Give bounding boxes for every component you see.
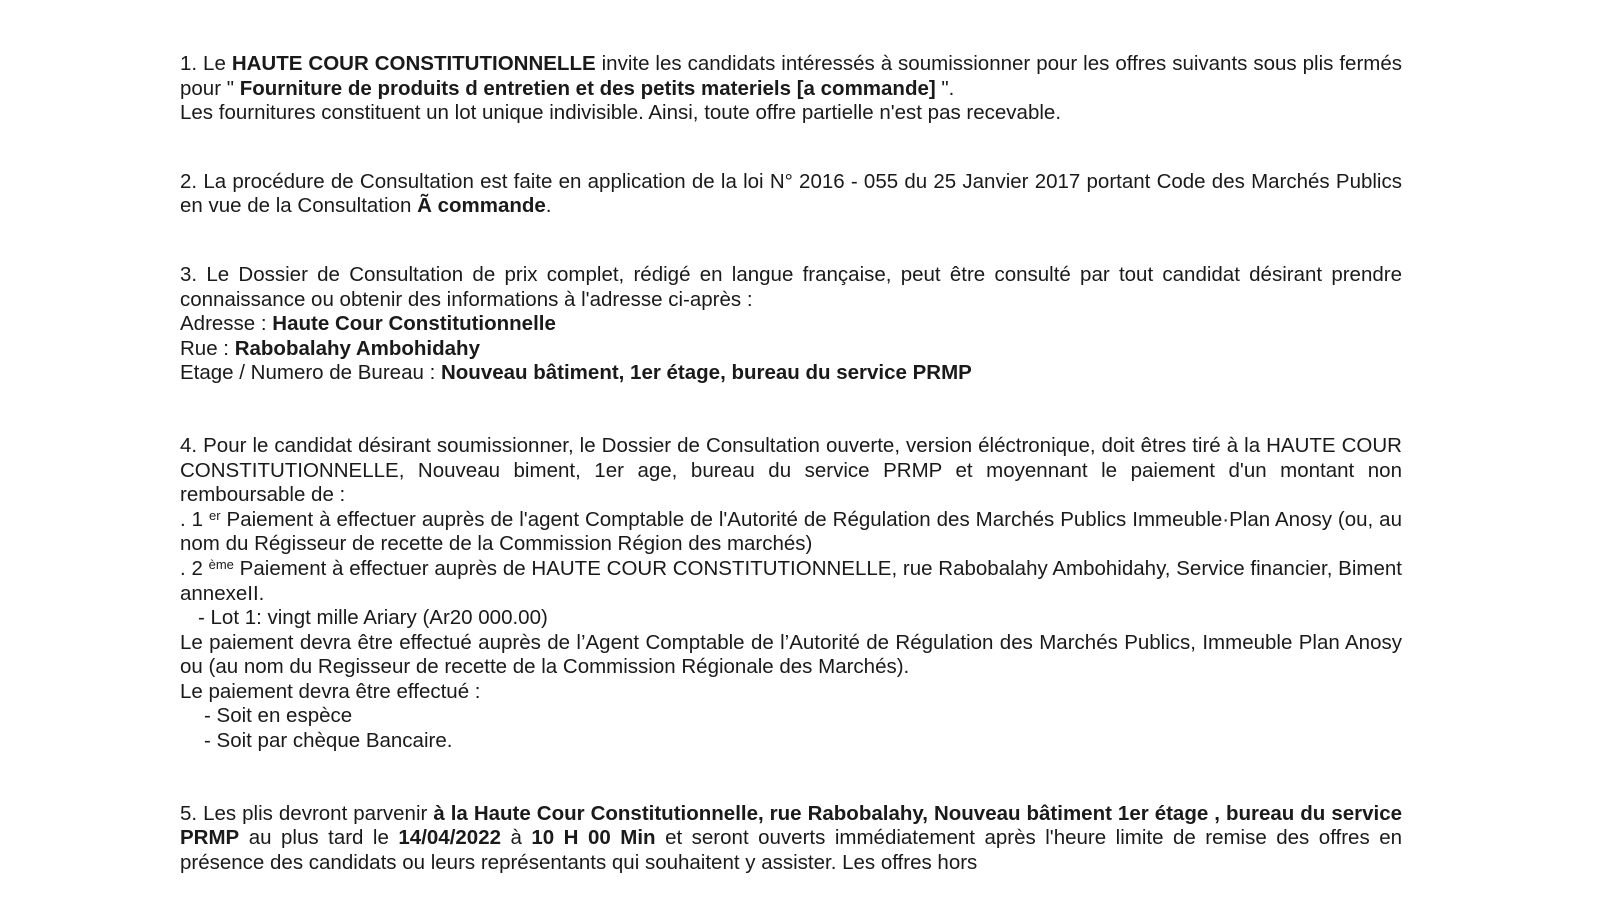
payment-2-ordinal: ème	[208, 556, 234, 572]
p1-text-a: 1. Le	[180, 52, 232, 75]
p1-text-c: ".	[935, 76, 955, 100]
payment-1-prefix: . 1	[180, 507, 210, 531]
address-line	[180, 312, 1402, 337]
consultation-mode: Ã commande	[417, 194, 546, 218]
payment-2-prefix: . 2	[180, 556, 209, 580]
office-label: Etage / Numero de Bureau :	[180, 361, 441, 385]
p2-text-b: .	[545, 194, 552, 218]
lot-price: - Lot 1: vingt mille Ariary (Ar20 000.00)	[198, 606, 548, 630]
submission-location: à la Haute Cour Constitutionnelle, rue Rabobalahy, Nouveau bâtiment 1er étage , bureau du service PRMP	[180, 801, 1402, 850]
street-value: Rabobalahy Ambohidahy	[234, 336, 480, 360]
payment-where: Le paiement devra être effectué auprès de l’Agent Comptable de l’Autorité de Régulation des Marchés Publics, Immeuble Plan Anosy ou (au nom du Regisseur de recette de la Commission Régionale des Marchés).	[180, 630, 1402, 679]
deadline-time: 10 H 00 Min	[531, 826, 656, 850]
payment-2-text: Paiement à effectuer auprès de HAUTE COUR CONSTITUTIONNELLE, rue Rabobalahy Ambohidahy, Service financier, Biment annexeII.	[180, 556, 1402, 605]
office-value: Nouveau bâtiment, 1er étage, bureau du service PRMP	[440, 361, 972, 385]
tender-object: Fourniture de produits d entretien et des petits materiels [a commande]	[239, 76, 936, 100]
p5-text-d: et seront ouverts immédiatement après l'heure limite de remise des offres en présence des candidats ou leurs représentants qui souhaitent y assister. Les offres hors	[180, 826, 1402, 874]
lot-note: Les fournitures constituent un lot unique indivisible. Ainsi, toute offre partielle n'est pas recevable.	[180, 101, 1062, 125]
p2-text-a: 2. La procédure de Consultation est faite en application de la loi N° 2016 - 055 du 25 Janvier 2017 portant Code des Marchés Publics en vue de la Consultation	[180, 169, 1402, 218]
p4-intro: 4. Pour le candidat désirant soumissionner, le Dossier de Consultation ouverte, version éléctronique, doit êtres tiré à la HAUTE COUR CONSTITUTIONNELLE, Nouveau biment, 1er age, bureau du service PRMP et moyennant le paiement d'un montant non remboursable de :	[180, 433, 1402, 507]
p3-intro: 3. Le Dossier de Consultation de prix complet, rédigé en langue française, peut être consulté par tout candidat désirant prendre connaissance ou obtenir des informations à l'adresse ci-après :	[180, 262, 1402, 311]
p5-text-a: 5. Les plis devront parvenir	[180, 801, 434, 825]
payment-1-text: Paiement à effectuer auprès de l'agent Comptable de l'Autorité de Régulation des Marchés Publics Immeuble·Plan Anosy (ou, au nom du Régisseur de recette de la Commission Région des marchés)	[180, 507, 1402, 556]
document-body	[180, 52, 1402, 875]
deadline-date: 14/04/2022	[398, 826, 501, 850]
paragraph-3	[180, 263, 1402, 386]
payment-1	[180, 508, 1402, 557]
paragraph-1	[180, 52, 1402, 126]
p1-text-b: invite les candidats intéressés à soumissionner pour les offres suivants sous plis fermés pour "	[180, 52, 1402, 100]
address-label: Adresse :	[180, 312, 273, 336]
street-line	[180, 337, 1402, 362]
org-name: HAUTE COUR CONSTITUTIONNELLE	[231, 52, 596, 75]
paragraph-4	[180, 434, 1402, 754]
payment-method-cheque: - Soit par chèque Bancaire.	[204, 729, 453, 753]
address-value: Haute Cour Constitutionnelle	[272, 312, 556, 336]
paragraph-5	[180, 802, 1402, 876]
payment-how: Le paiement devra être effectué :	[180, 679, 481, 703]
p5-text-c: à	[501, 826, 532, 850]
payment-2	[180, 557, 1402, 606]
payment-method-cash: - Soit en espèce	[204, 704, 353, 728]
office-line	[180, 361, 1402, 386]
paragraph-2	[180, 170, 1402, 219]
payment-1-ordinal: er	[209, 507, 221, 523]
p5-text-b: au plus tard le	[239, 826, 399, 850]
street-label: Rue :	[180, 336, 235, 360]
